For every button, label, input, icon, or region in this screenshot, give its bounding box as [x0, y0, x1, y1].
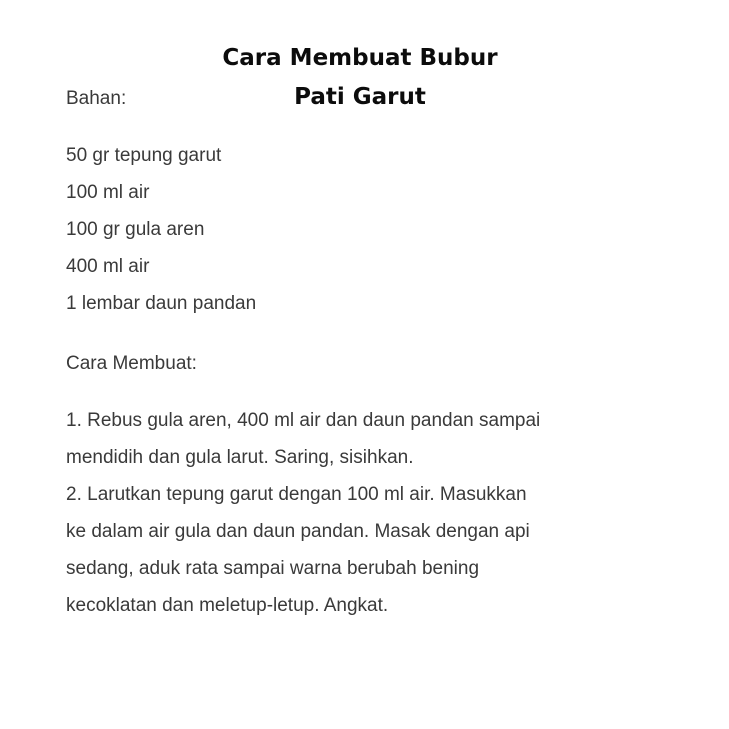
ingredients-heading: Bahan: [66, 88, 127, 109]
step-line: sedang, aduk rata sampai warna berubah bening [66, 558, 480, 579]
step-line: mendidih dan gula larut. Saring, sisihkan. [66, 447, 414, 468]
steps-heading: Cara Membuat: [66, 353, 197, 374]
recipe-title-line-1: Cara Membuat Bubur [222, 45, 498, 71]
ingredient-item: 100 ml air [66, 182, 150, 203]
ingredient-item: 50 gr tepung garut [66, 145, 222, 166]
ingredients-list [66, 146, 256, 331]
step-line: kecoklatan dan meletup-letup. Angkat. [66, 595, 389, 616]
step-line: ke dalam air gula dan daun pandan. Masak dengan api [66, 521, 530, 542]
ingredient-item: 400 ml air [66, 256, 150, 277]
ingredient-item: 1 lembar daun pandan [66, 293, 257, 314]
steps-paragraph [66, 411, 626, 633]
step-line: 2. Larutkan tepung garut dengan 100 ml air. Masukkan [66, 484, 527, 505]
step-line: 1. Rebus gula aren, 400 ml air dan daun pandan sampai [66, 410, 541, 431]
ingredient-item: 100 gr gula aren [66, 219, 205, 240]
recipe-title-line-2: Pati Garut [294, 84, 426, 110]
